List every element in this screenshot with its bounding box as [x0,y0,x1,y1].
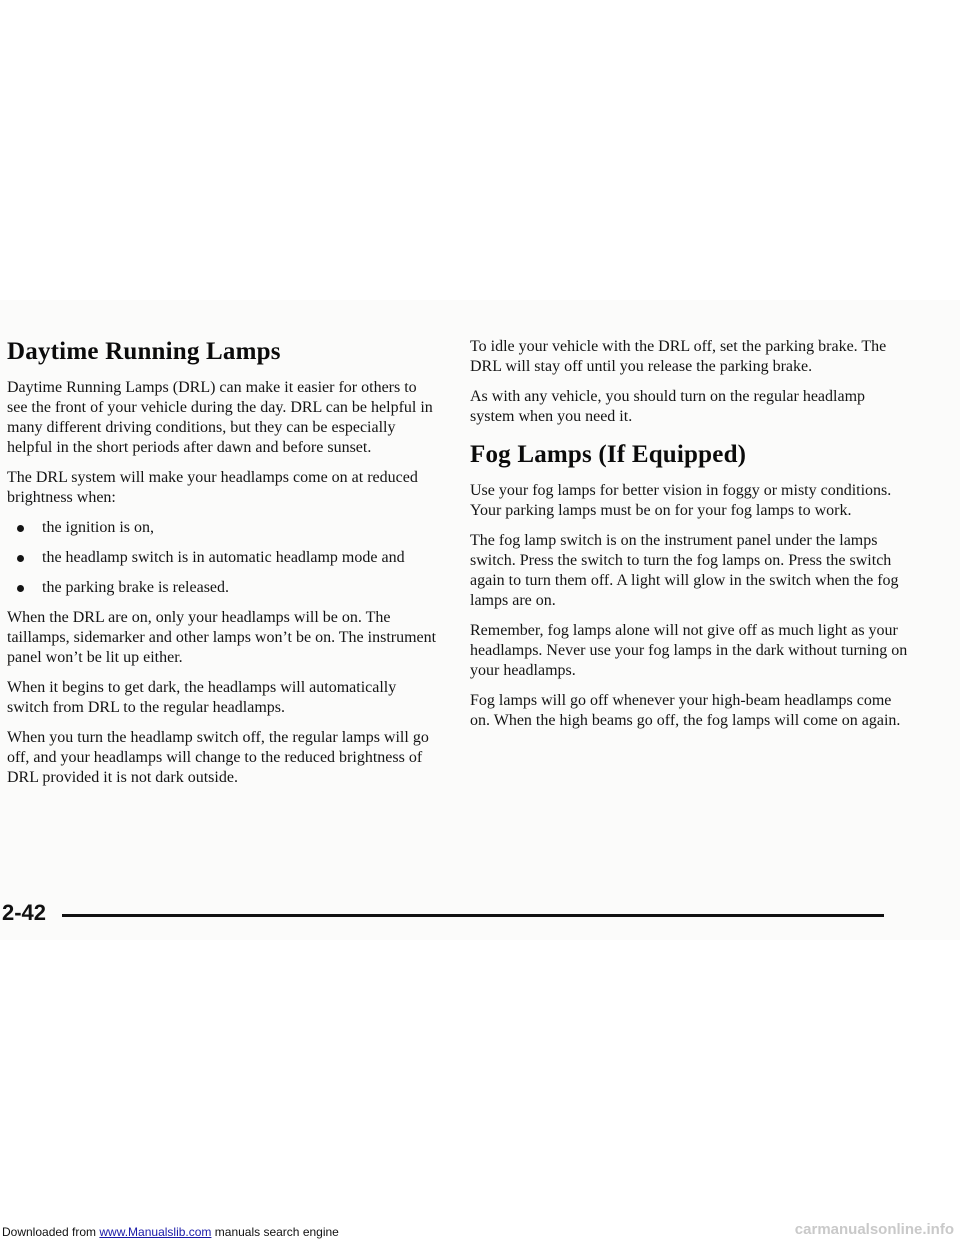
paragraph: Remember, fog lamps alone will not give off as much light as your headlamps. Never use your fog lamps in the dark without turning on your headlamps. [470,622,908,679]
section-heading-fog-lamps: Fog Lamps (If Equipped) [470,441,747,468]
bullet-icon [17,525,24,532]
paragraph: When the DRL are on, only your headlamps will be on. The taillamps, sidemarker and other lamps won’t be on. The instrument panel won’t be lit up either. [7,609,437,666]
paragraph: When you turn the headlamp switch off, the regular lamps will go off, and your headlamps will change to the reduced brightness of DRL provided it is not dark outside. [7,729,429,786]
bullet-list [7,518,437,598]
paragraph: Fog lamps will go off whenever your high-beam headlamps come on. When the high beams go off, the fog lamps will come on again. [470,692,901,729]
list-item [7,518,437,538]
list-item [7,548,437,568]
list-item [7,578,437,598]
download-note-prefix: Downloaded from [2,1225,100,1239]
left-column [7,335,437,798]
watermark: carmanualsonline.info [794,1221,954,1238]
list-item-text: the parking brake is released. [42,579,230,596]
paragraph: Use your fog lamps for better vision in foggy or misty conditions. Your parking lamps must be on for your fog lamps to work. [470,482,892,519]
list-item-text: the ignition is on, [42,519,154,536]
page-footer [0,900,900,940]
page-number: 2-42 [2,900,47,925]
footer-rule [62,914,884,917]
bullet-icon [17,555,24,562]
right-column [470,337,910,741]
paragraph: Daytime Running Lamps (DRL) can make it easier for others to see the front of your vehicle during the day. DRL can be helpful in many different driving conditions, but they can be especially helpful in the short periods after dawn and before sunset. [7,379,433,456]
download-note [2,1225,339,1239]
bullet-icon [17,585,24,592]
list-item-text: the headlamp switch is in automatic headlamp mode and [42,549,405,566]
download-note-suffix: manuals search engine [211,1225,339,1239]
paragraph: To idle your vehicle with the DRL off, set the parking brake. The DRL will stay off until you release the parking brake. [470,338,887,375]
section-heading-daytime-running-lamps: Daytime Running Lamps [7,338,281,365]
paragraph: As with any vehicle, you should turn on the regular headlamp system when you need it. [470,388,866,425]
paragraph: When it begins to get dark, the headlamps will automatically switch from DRL to the regular headlamps. [7,679,397,716]
paragraph: The DRL system will make your headlamps come on at reduced brightness when: [7,469,418,506]
paragraph: The fog lamp switch is on the instrument panel under the lamps switch. Press the switch to turn the fog lamps on. Press the switch again to turn them off. A light will glow in the switch when the fog lamps are on. [470,532,899,609]
manualslib-link[interactable]: www.Manualslib.com [99,1225,212,1239]
